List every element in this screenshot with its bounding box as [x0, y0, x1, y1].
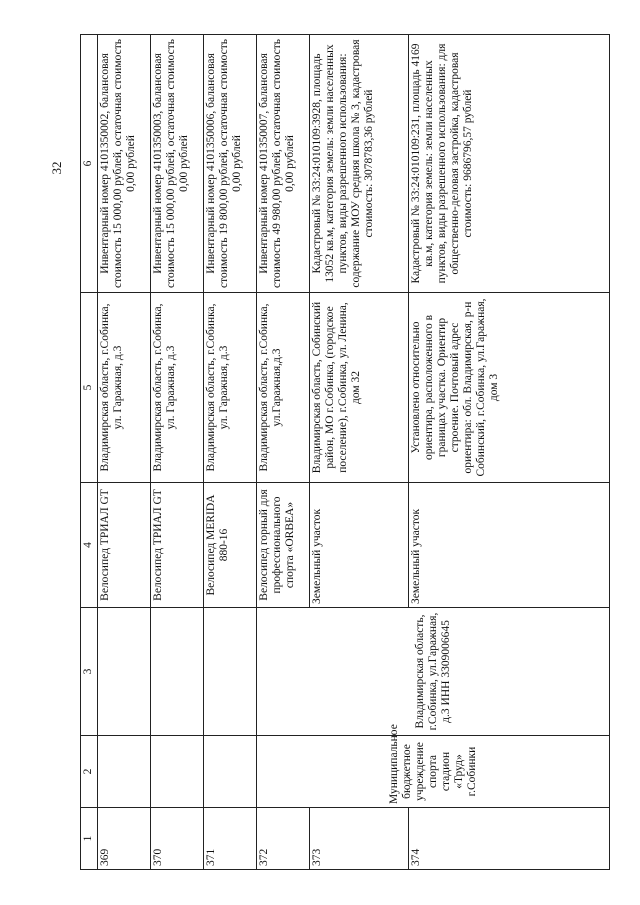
header-col-5: 5	[81, 293, 98, 483]
owner-cell	[204, 736, 257, 808]
page-number	[50, 160, 64, 176]
header-col-6: 6	[81, 35, 98, 293]
owner-cell	[98, 736, 151, 808]
object-details: Инвентарный номер 4101350007, балансовая стоимость 49 980,00 рублей, остаточная стоимость 0,00 рублей	[257, 35, 310, 293]
object-details: Инвентарный номер 4101350003, балансовая стоимость 15 000,00 рублей, остаточная стоимость 0,00 рублей	[151, 35, 204, 293]
header-row	[81, 35, 98, 870]
owner-address-cell	[204, 608, 257, 736]
header-col-2: 2	[81, 736, 98, 808]
object-name: Велосипед ТРИАЛ GT	[151, 483, 204, 608]
owner-name: Муниципальное бюджетное учреждение спорта стадион «Труд» г.Собинки	[257, 736, 610, 808]
table-row	[204, 35, 257, 870]
object-location: Владимирская область, г.Собинка, ул.Гаражная,д.3	[257, 293, 310, 483]
header-col-1: 1	[81, 808, 98, 870]
object-location: Владимирская область, г.Собинка, ул. Гаражная, д.3	[204, 293, 257, 483]
object-name: Земельный участок	[409, 483, 610, 608]
page-number-text: 32	[49, 161, 64, 175]
owner-address-cell	[151, 608, 204, 736]
object-details: Кадастровый № 33:24:010109:231, площадь 4169 кв.м, категория земель: земли населенных пунктов, виды разрешенного использования: для общественно-деловая застройка, кадастровая стоимость: 9686796,57 рублей	[409, 35, 610, 293]
row-number: 370	[151, 808, 204, 870]
object-details: Инвентарный номер 4101350006, балансовая стоимость 19 800,00 рублей, остаточная стоимость 0,00 рублей	[204, 35, 257, 293]
object-location: Владимирская область, Собинский район, МО г.Собинка, (городское поселение), г.Собинка, ул. Ленина, дом 32	[310, 293, 409, 483]
row-number: 374	[409, 808, 610, 870]
table-row	[151, 35, 204, 870]
header-col-3: 3	[81, 608, 98, 736]
object-location: Установлено относительно ориентира, расположенного в границах участка. Ориентир строение. Почтовый адрес ориентира: обл. Владимирская, р-н Собинский, г.Собинка, ул.Гаражная, дом 3	[409, 293, 610, 483]
object-location: Владимирская область, г.Собинка, ул. Гаражная, д.3	[98, 293, 151, 483]
owner-address-cell	[98, 608, 151, 736]
object-name: Велосипед ТРИАЛ GT	[98, 483, 151, 608]
row-number: 373	[310, 808, 409, 870]
object-name: Велосипед MERIDA 880-16	[204, 483, 257, 608]
object-name: Земельный участок	[310, 483, 409, 608]
header-col-4: 4	[81, 483, 98, 608]
row-number: 369	[98, 808, 151, 870]
object-details: Кадастровый № 33:24:010109:3928, площадь 13052 кв.м, категория земель: земли населенных пунктов, виды разрешенного использования: содержание МОУ средняя школа № 3, кадастровая стоимость: 3078783,36 рублей	[310, 35, 409, 293]
property-table	[80, 34, 610, 870]
table-row	[98, 35, 151, 870]
rotated-table-wrapper	[80, 35, 610, 870]
table-row	[257, 35, 310, 870]
owner-address: Владимирская область, г.Собинка, ул.Гаражная, д.3 ИНН 3309006645	[257, 608, 610, 736]
owner-cell	[151, 736, 204, 808]
row-number: 371	[204, 808, 257, 870]
object-location: Владимирская область, г.Собинка, ул. Гаражная, д.3	[151, 293, 204, 483]
row-number: 372	[257, 808, 310, 870]
object-name: Велосипед горный для профессионального спорта «ORBEA»	[257, 483, 310, 608]
object-details: Инвентарный номер 4101350002, балансовая стоимость 15 000,00 рублей, остаточная стоимость 0,00 рублей	[98, 35, 151, 293]
